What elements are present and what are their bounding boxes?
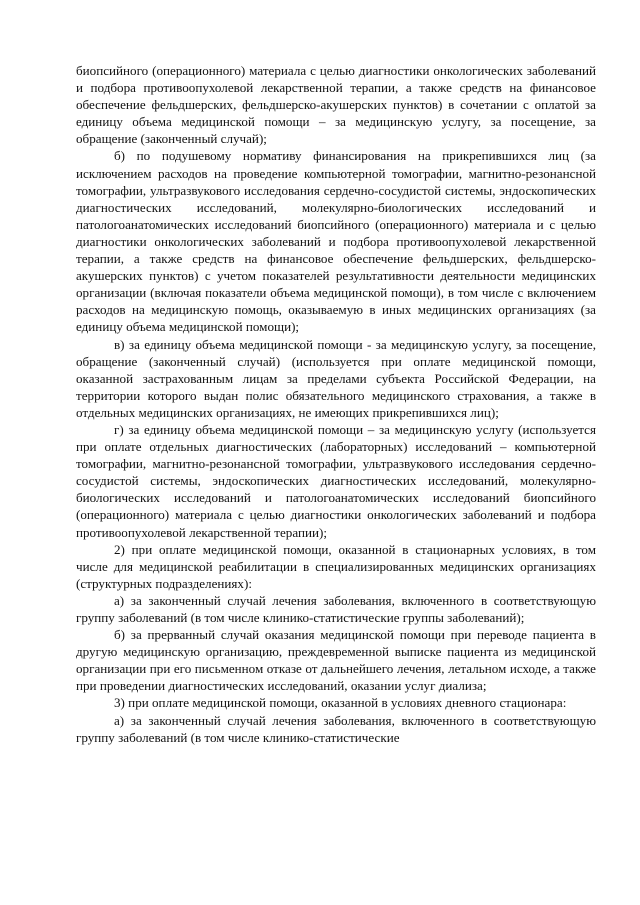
- paragraph-item-2-inpatient: 2) при оплате медицинской помощи, оказанной в стационарных условиях, в том числе для медицинской реабилитации в специализированных медицинских организациях (структурных подразделениях):: [76, 541, 596, 591]
- paragraph-item-v-unit-volume: в) за единицу объема медицинской помощи - за медицинскую услугу, за посещение, обращение (законченный случай) (используется при оплате медицинской помощи, оказанной застрахованным лицам за пределами субъекта Российской Федерации, на территории которого выдан полис обязательного медицинского страхования, а также в отдельных медицинских организациях, не имеющих прикрепившихся лиц);: [76, 336, 596, 420]
- paragraph-item-b-interrupted-case: б) за прерванный случай оказания медицинской помощи при переводе пациента в другую медицинскую организацию, преждевременной выписке пациента из медицинской организации при его письменном отказе от дальнейшего лечения, летальном исходе, а также при проведении диагностических исследований, оказании услуг диализа;: [76, 627, 596, 694]
- paragraph-item-a-completed-case-day: а) за законченный случай лечения заболевания, включенного в соответствующую группу заболеваний (в том числе клинико-статистические: [76, 712, 596, 745]
- document-page: [76, 62, 596, 746]
- paragraph-item-b-capitation: б) по подушевому нормативу финансирования на прикрепившихся лиц (за исключением расходов на проведение компьютерной томографии, магнитно-резонансной томографии, ультразвукового исследования сердечно-сосудистой системы, эндоскопических диагностических исследований, молекулярно-биологических исследований и патологоанатомических исследований биопсийного (операционного) материала и с целью диагностики онкологических заболеваний и подбора противоопухолевой лекарственной терапии, а также средств на финансовое обеспечение фельдшерских, фельдшерско-акушерских пунктов) с учетом показателей результативности деятельности медицинских организации (включая показатели объема медицинской помощи), в том числе с включением расходов на медицинскую помощь, оказываемую в иных медицинских организациях (за единицу объема медицинской помощи);: [76, 148, 596, 335]
- paragraph-item-a-completed-case: а) за законченный случай лечения заболевания, включенного в соответствующую группу заболеваний (в том числе клинико-статистические группы заболеваний);: [76, 592, 596, 625]
- paragraph-item-g-medical-service: г) за единицу объема медицинской помощи – за медицинскую услугу (используется при оплате отдельных диагностических (лабораторных) исследований – компьютерной томографии, магнитно-резонансной томографии, ультразвукового исследования сердечно-сосудистой системы, эндоскопических диагностических исследований, молекулярно-биологических исследований и патологоанатомических исследований биопсийного (операционного) материала с целью диагностики онкологических заболеваний и подбора противоопухолевой лекарственной терапии);: [76, 421, 596, 540]
- paragraph-item-3-day-hospital: 3) при оплате медицинской помощи, оказанной в условиях дневного стационара:: [114, 695, 567, 711]
- paragraph-continuation: биопсийного (операционного) материала с целью диагностики онкологических заболеваний и подбора противоопухолевой лекарственной терапии, а также средств на финансовое обеспечение фельдшерских, фельдшерско-акушерских пунктов) в сочетании с оплатой за единицу объема медицинской помощи – за медицинскую услугу, за посещение, за обращение (законченный случай);: [76, 63, 596, 147]
